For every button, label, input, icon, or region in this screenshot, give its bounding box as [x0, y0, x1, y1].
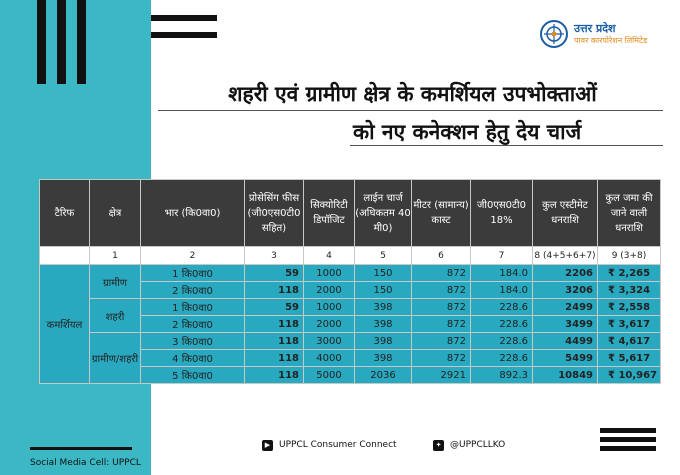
security-cell: 3000: [304, 333, 355, 350]
decor-bar: [600, 437, 656, 442]
load-cell: 1 कि0वा0: [141, 265, 245, 282]
youtube-handle: UPPCL Consumer Connect: [279, 440, 397, 450]
line-charge-cell: 398: [355, 350, 412, 367]
estimate-cell: 2206: [533, 265, 598, 282]
total-cell: ₹ 3,617: [598, 316, 661, 333]
processing-fee-cell: 118: [245, 333, 304, 350]
table-row: [40, 299, 661, 316]
load-cell: 5 कि0वा0: [141, 367, 245, 384]
decor-bar: [151, 15, 217, 21]
index-cell: 3: [245, 247, 304, 265]
table-row: [40, 333, 661, 350]
load-cell: 2 कि0वा0: [141, 316, 245, 333]
col-header: मीटर (सामान्य) कास्ट: [412, 180, 471, 247]
meter-cell: 872: [412, 265, 471, 282]
gst-cell: 184.0: [471, 282, 533, 299]
index-cell: 9 (3+8): [598, 247, 661, 265]
twitter-handle: @UPPCLLKO: [450, 440, 506, 450]
youtube-icon: ▶: [262, 440, 273, 451]
twitter-icon: ✦: [433, 440, 444, 451]
meter-cell: 872: [412, 316, 471, 333]
col-header: जी0एस0टी0 18%: [471, 180, 533, 247]
gst-cell: 228.6: [471, 299, 533, 316]
meter-cell: 872: [412, 333, 471, 350]
index-cell: 4: [304, 247, 355, 265]
estimate-cell: 5499: [533, 350, 598, 367]
decor-bar: [37, 0, 46, 84]
index-cell: [40, 247, 90, 265]
total-cell: ₹ 2,265: [598, 265, 661, 282]
estimate-cell: 10849: [533, 367, 598, 384]
gst-cell: 892.3: [471, 367, 533, 384]
index-cell: 6: [412, 247, 471, 265]
estimate-cell: 3206: [533, 282, 598, 299]
charges-table: [39, 179, 660, 384]
line-charge-cell: 2036: [355, 367, 412, 384]
col-header: प्रोसेसिंग फीस (जी0एस0टी0 सहित): [245, 180, 304, 247]
index-cell: 7: [471, 247, 533, 265]
security-cell: 1000: [304, 299, 355, 316]
footer-rule: [30, 447, 132, 450]
header-row: [40, 180, 661, 247]
decor-bar: [600, 446, 656, 451]
estimate-cell: 3499: [533, 316, 598, 333]
total-cell: ₹ 10,967: [598, 367, 661, 384]
total-cell: ₹ 3,324: [598, 282, 661, 299]
security-cell: 4000: [304, 350, 355, 367]
processing-fee-cell: 118: [245, 282, 304, 299]
total-cell: ₹ 4,617: [598, 333, 661, 350]
meter-cell: 872: [412, 299, 471, 316]
line-charge-cell: 398: [355, 316, 412, 333]
processing-fee-cell: 118: [245, 316, 304, 333]
security-cell: 2000: [304, 282, 355, 299]
table-row: [40, 265, 661, 282]
index-cell: 8 (4+5+6+7): [533, 247, 598, 265]
title-line-2: को नए कनेक्शन हेतु देय चार्ज: [353, 120, 582, 144]
col-header: क्षेत्र: [90, 180, 141, 247]
load-cell: 3 कि0वा0: [141, 333, 245, 350]
security-cell: 2000: [304, 316, 355, 333]
tariff-cell: कमर्शियल: [40, 265, 90, 384]
col-header: लाईन चार्ज (अधिकतम 40 मी0): [355, 180, 412, 247]
line-charge-cell: 150: [355, 282, 412, 299]
title-rule: [350, 145, 663, 146]
col-header: कुल एस्टीमेट धनराशि: [533, 180, 598, 247]
processing-fee-cell: 59: [245, 265, 304, 282]
meter-cell: 2921: [412, 367, 471, 384]
line-charge-cell: 150: [355, 265, 412, 282]
estimate-cell: 4499: [533, 333, 598, 350]
title-rule: [158, 110, 663, 111]
col-header: सिक्योरिटी डिपॉजिट: [304, 180, 355, 247]
meter-cell: 872: [412, 350, 471, 367]
uppcl-logo-icon: [540, 20, 568, 48]
load-cell: 1 कि0वा0: [141, 299, 245, 316]
title-line-1: शहरी एवं ग्रामीण क्षेत्र के कमर्शियल उपभोक्ताओं: [228, 82, 597, 106]
brand-name: उत्तर प्रदेश: [574, 22, 616, 35]
processing-fee-cell: 118: [245, 350, 304, 367]
index-row: [40, 247, 661, 265]
decor-bar: [600, 428, 656, 433]
gst-cell: 228.6: [471, 350, 533, 367]
gst-cell: 228.6: [471, 333, 533, 350]
col-header: टैरिफ: [40, 180, 90, 247]
total-cell: ₹ 5,617: [598, 350, 661, 367]
processing-fee-cell: 118: [245, 367, 304, 384]
area-cell: शहरी: [90, 299, 141, 333]
security-cell: 1000: [304, 265, 355, 282]
security-cell: 5000: [304, 367, 355, 384]
area-cell: ग्रामीण/शहरी: [90, 333, 141, 384]
gst-cell: 228.6: [471, 316, 533, 333]
load-cell: 2 कि0वा0: [141, 282, 245, 299]
decor-bar: [77, 0, 86, 84]
brand-subtitle: पावर कारपोरेशन लिमिटेड: [574, 36, 648, 45]
estimate-cell: 2499: [533, 299, 598, 316]
line-charge-cell: 398: [355, 333, 412, 350]
col-header: भार (कि0वा0): [141, 180, 245, 247]
meter-cell: 872: [412, 282, 471, 299]
index-cell: 5: [355, 247, 412, 265]
load-cell: 4 कि0वा0: [141, 350, 245, 367]
decor-bar: [151, 32, 217, 38]
line-charge-cell: 398: [355, 299, 412, 316]
col-header: कुल जमा की जाने वाली धनराशि: [598, 180, 661, 247]
gst-cell: 184.0: [471, 265, 533, 282]
index-cell: 2: [141, 247, 245, 265]
social-media-cell-label: Social Media Cell: UPPCL: [30, 458, 141, 468]
total-cell: ₹ 2,558: [598, 299, 661, 316]
decor-bar: [57, 0, 66, 84]
processing-fee-cell: 59: [245, 299, 304, 316]
index-cell: 1: [90, 247, 141, 265]
area-cell: ग्रामीण: [90, 265, 141, 299]
